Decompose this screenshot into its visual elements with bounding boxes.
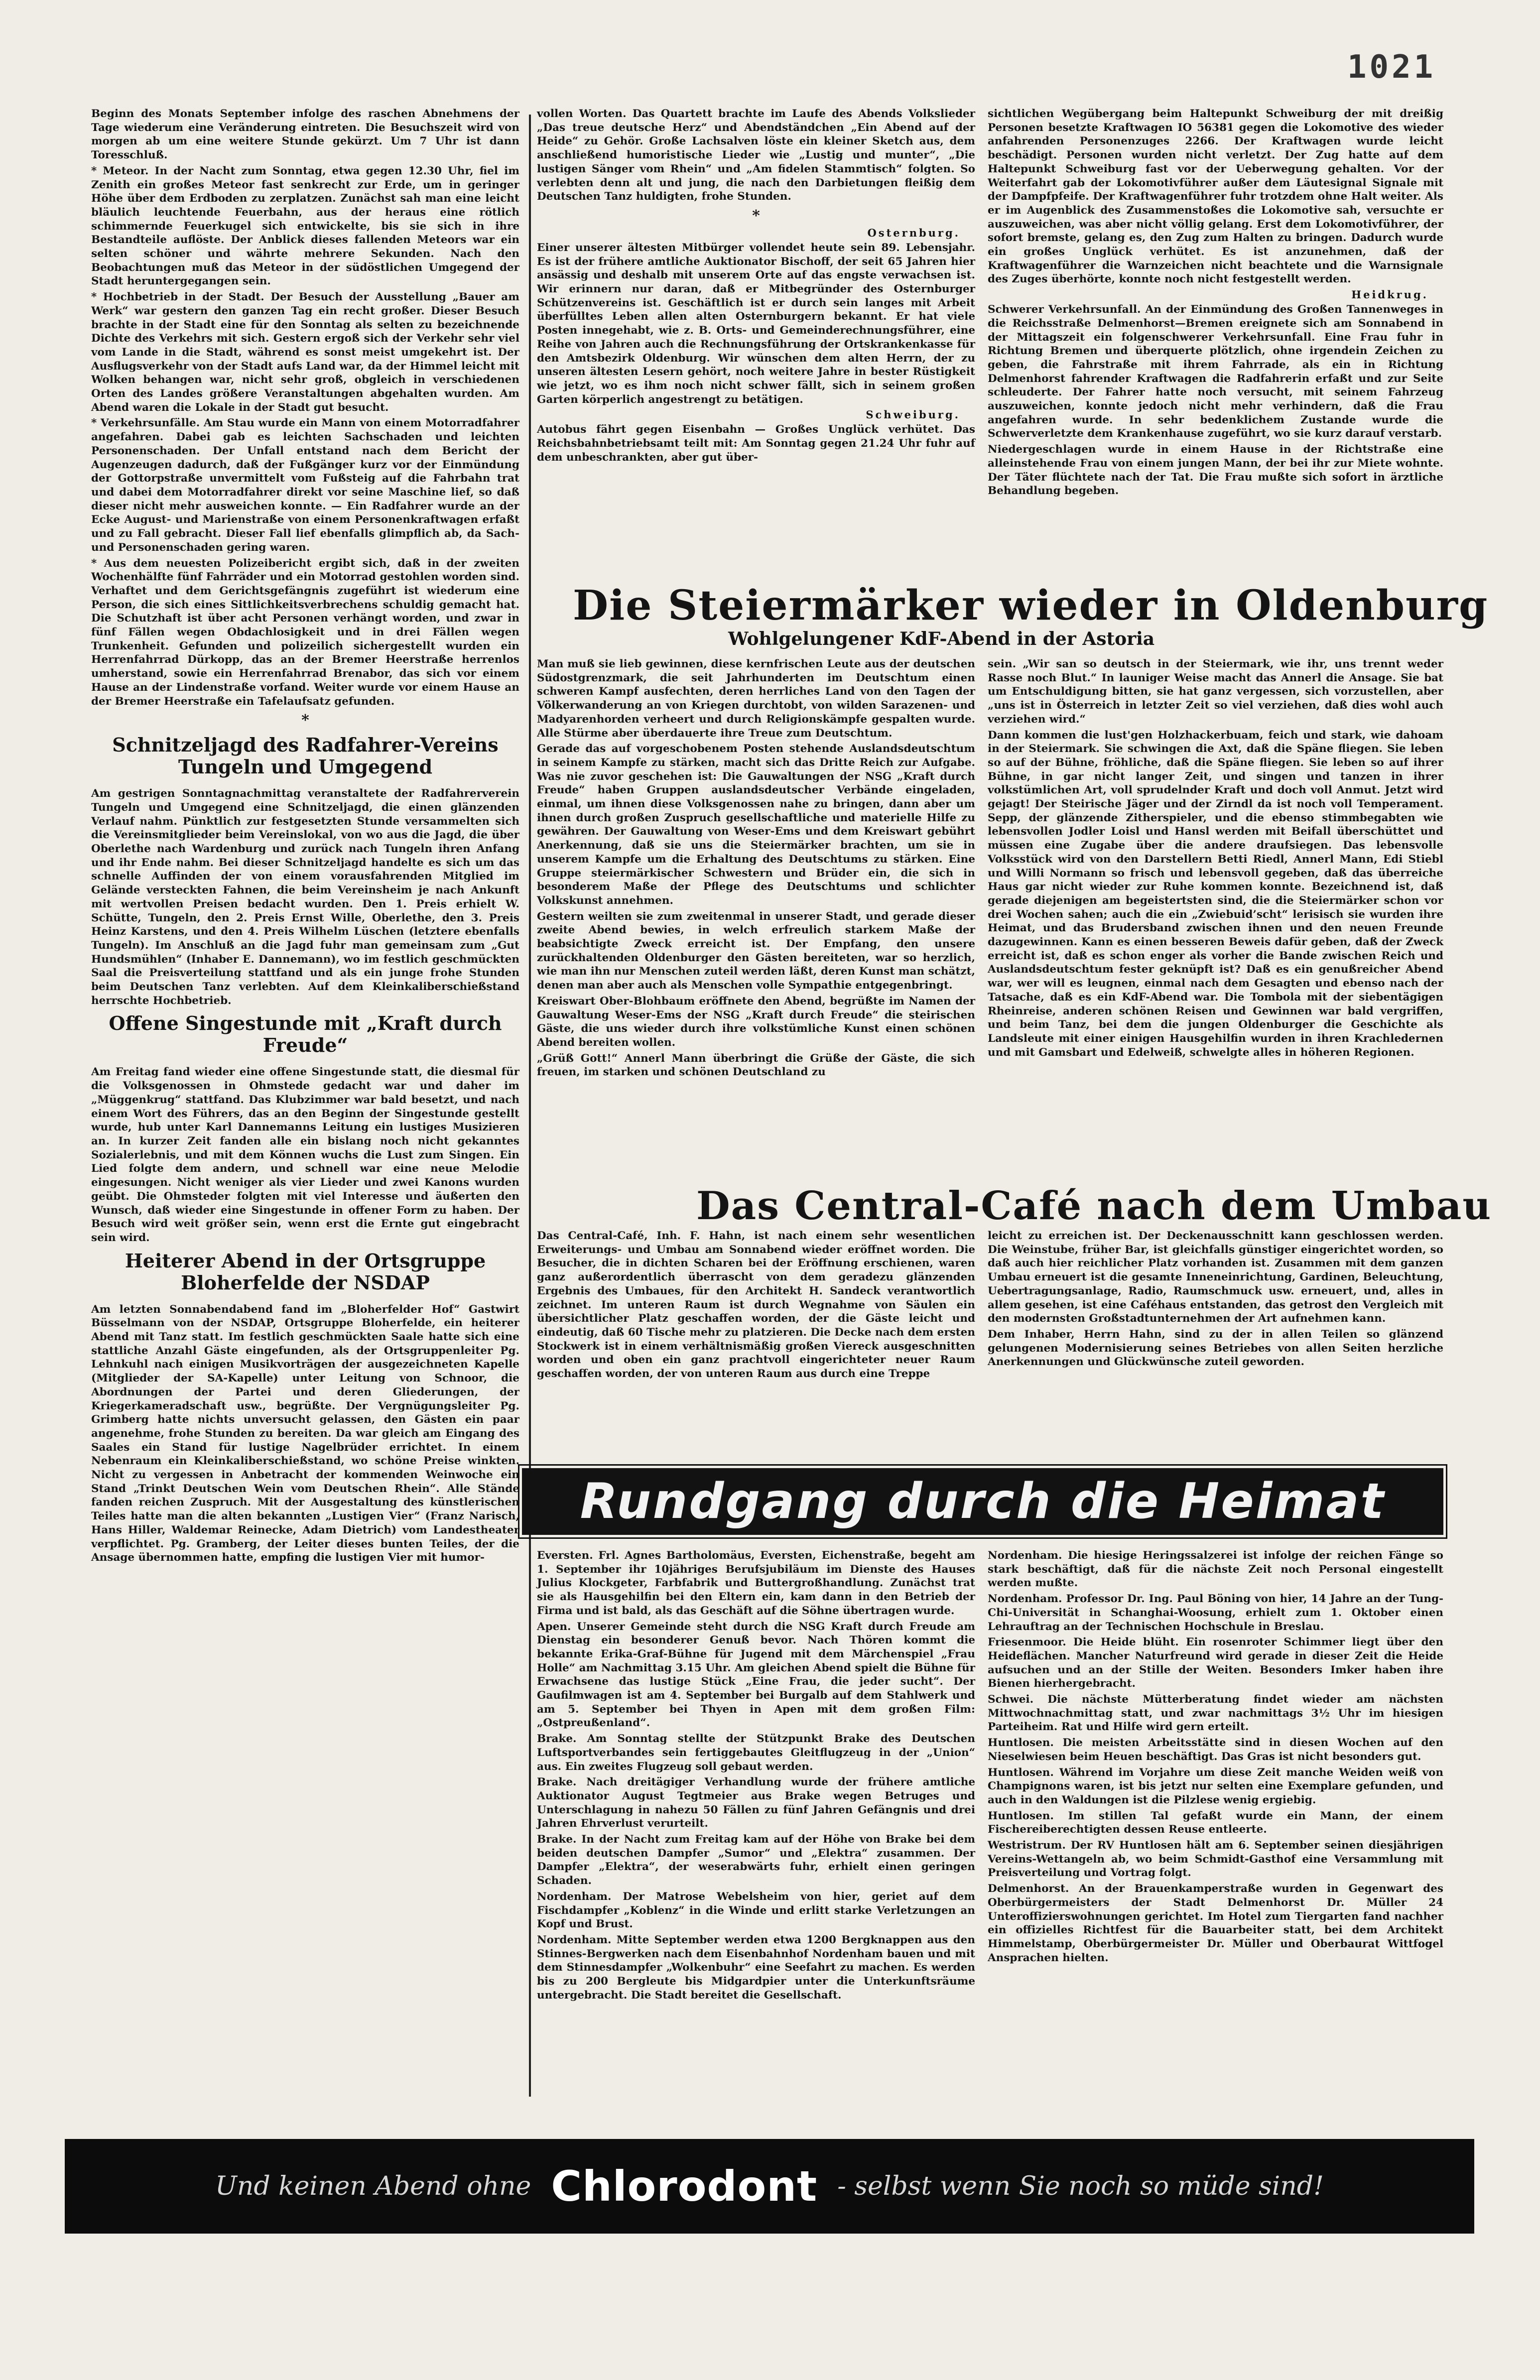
paragraph: Am Freitag fand wieder eine offene Singestunde statt, die diesmal für die Volksgenossen in Ohmstede gedacht war und daher im „Müggenkrug“ stattfand. Das Klubzimmer war bald besetzt, und nach einem Wort des Führers, das an den Beginn der Singestunde gestellt wurde, hub unter Karl Dannemanns Leitung ein lustiges Musizieren an. In kurzer Zeit fanden alle ein bislang noch nicht gekanntes Sozialerlebnis, und mit dem Können wuchs die Lust zum Singen. Ein Lied folgte dem andern, und schnell war eine neue Melodie eingesungen. Nicht weniger als vier Lieder und zwei Kanons wurden geübt. Die Ohmsteder folgten mit viel Interesse und äußerten den Wunsch, daß wieder eine Singestunde in offener Form zu haben. Der Besuch wird weit größer sein, wenn erst die Ernte gut eingebracht sein wird. <box>91 1066 519 1244</box>
advertisement-banner <box>65 2139 1474 2234</box>
paragraph: Kreiswart Ober-Blohbaum eröffnete den Abend, begrüßte im Namen der Gauwaltung Weser-Ems der NSG „Kraft durch Freude“ die steirischen Gäste, die uns wieder durch ihre volkstümliche Kunst einen schönen Abend bereiten wollen. <box>537 995 975 1049</box>
list-item: Nordenham. Mitte September werden etwa 1200 Bergknappen aus den Stinnes-Bergwerken nach dem Eisenbahnhof Nordenham bauen und mit dem Stinnesdampfer „Wolkenbuhr“ eine Seefahrt zu machen. Es werden bis zu 200 Bergleute bis Midgardpier unter die Unterkunftsräume untergebracht. Die Stadt bereitet die Gesellschaft. <box>537 1933 975 2002</box>
list-item: Nordenham. Professor Dr. Ing. Paul Böning von hier, 14 Jahre an der Tung-Chi-Universität in Schanghai-Woosung, erhielt zum 1. Oktober einen Lehrauftrag an der Technischen Hochschule in Breslau. <box>988 1593 1443 1633</box>
column-left <box>91 107 519 1567</box>
paragraph: Man muß sie lieb gewinnen, diese kernfrischen Leute aus der deutschen Südostgrenzmark, die seit Jahrhunderten im Deutschtum einen schweren Kampf ausfechten, deren herrliches Land von den Tagen der Völkerwanderung an von Kriegen durchtobt, von wilden Sarazenen- und Madyarenhorden verheert und durch Religionskämpfe gespalten wurde. Alle Stürme aber überdauerte ihre Treue zum Deutschtum. <box>537 658 975 740</box>
paragraph: Gestern weilten sie zum zweitenmal in unserer Stadt, und gerade dieser zweite Abend bewies, in welch erfreulich starkem Maße der beabsichtigte Zweck erreicht ist. Der Empfang, den unsere zurückhaltenden Oldenburger den Gästen bereiteten, war so herzlich, wie man ihn nur Menschen zuteil werden läßt, deren Kunst man schätzt, denen man aber auch als Menschen volle Sympathie entgegenbringt. <box>537 910 975 992</box>
paragraph: „Grüß Gott!“ Annerl Mann überbringt die Grüße der Gäste, die sich freuen, im starken und schönen Deutschland zu <box>537 1052 975 1079</box>
ad-brand: Chlorodont <box>551 2162 818 2211</box>
paragraph: Einer unserer ältesten Mitbürger vollendet heute sein 89. Lebensjahr. Es ist der frühere amtliche Auktionator Bischoff, der seit 65 Jahren hier ansässig und deshalb mit unserem Orte auf das engste verwachsen ist. Wir erinnern nur daran, daß er Mitbegründer des Osternburger Schützenvereins ist. Geschäftlich ist er durch sein langes mit Arbeit überfülltes Leben allen alten Osternburgern bekannt. Er hat viele Posten innegehabt, wie z. B. Orts- und Gemeinderechnungsführer, eine Reihe von Jahren auch die Rechnungsführung der Ortskrankenkasse für den Amtsbezirk Oldenburg. Wir wünschen dem alten Herrn, der zu unseren ältesten Lesern gehört, noch weitere Jahre in bester Rüstigkeit wie jetzt, wo es ihm noch nicht schwer fällt, sich in seinem großen Garten körperlich angestrengt zu betätigen. <box>537 241 975 406</box>
list-item: Eversten. Frl. Agnes Bartholomäus, Eversten, Eichenstraße, begeht am 1. September ihr 10jähriges Berufsjubiläum im Dienste des Hauses Julius Klockgeter, Farbfabrik und Buttergroßhandlung. Zunächst trat sie als Hausgehilfin bei den Eltern ein, kam dann in den Betrieb der Firma und ist bald, als das Geschäft auf die Söhne übertragen wurde. <box>537 1549 975 1617</box>
separator-star: * <box>301 712 309 730</box>
story-column <box>537 657 975 1081</box>
list-item: Nordenham. Der Matrose Webelsheim von hier, geriet auf dem Fischdampfer „Koblenz“ in die Winde und erlitt starke Verletzungen an Kopf und Brust. <box>537 1890 975 1931</box>
list-item: Brake. Nach dreitägiger Verhandlung wurde der frühere amtliche Auktionator August Tegtmeier aus Brake wegen Betruges und Unterschlagung in nahezu 50 Fällen zu fünf Jahren Gefängnis und drei Jahren Ehrverlust verurteilt. <box>537 1776 975 1830</box>
paragraph: sichtlichen Wegübergang beim Haltepunkt Schweiburg der mit dreißig Personen besetzte Kraftwagen IO 56381 gegen die Lokomotive des wieder anfahrenden Personenzuges 2266. Der Kraftwagen wurde leicht beschädigt. Personen wurden nicht verletzt. Der Zug hatte auf dem Haltepunkt Schweiburg fast vor der Ueberwegung gehalten. Vor der Weiterfahrt gab der Lokomotivführer außer dem Läutesignal Signale mit der Dampfpfeife. Der Kraftwagenführer fuhr trotzdem ohne Halt weiter. Als er im Augenblick des Zusammenstoßes die Lokomotive sah, versuchte er auszuweichen, was aber nicht völlig gelang. Erst dem Lokomotivführer, der sofort bremste, gelang es, den Zug zum Halten zu bringen. Dadurch wurde ein großes Unglück verhütet. Es ist anzunehmen, daß der Kraftwagenführer die Warnzeichen nicht beachtete und die Warnsignale des Zuges überhörte, konnte noch nicht festgestellt werden. <box>988 108 1443 286</box>
list-item: Brake. Am Sonntag stellte der Stützpunkt Brake des Deutschen Luftsportverbandes sein fertiggebautes Gleitflugzeug in der „Union“ aus. Ein zweites Flugzeug soll gebaut werden. <box>537 1733 975 1773</box>
story-column <box>537 1229 975 1383</box>
paragraph: Autobus fährt gegen Eisenbahn — Großes Unglück verhütet. Das Reichsbahnbetriebsamt teilt mit: Am Sonntag gegen 21.24 Uhr fuhr auf dem unbeschrankten, aber gut über- <box>537 423 975 464</box>
dateline: Schweiburg. <box>866 408 960 421</box>
column-right <box>988 107 1443 500</box>
dateline: Heidkrug. <box>1351 288 1428 301</box>
paragraph: * Hochbetrieb in der Stadt. Der Besuch der Ausstellung „Bauer am Werk“ war gestern den ganzen Tag ein recht großer. Dieser Besuch brachte in der Stadt eine für den Sonntag als selten zu bezeichnende Dichte des Verkehrs mit sich. Gestern ergoß sich der Verkehr sehr viel vom Lande in die Stadt, während es sonst meist umgekehrt ist. Der Ausflugsverkehr von der Stadt aufs Land war, da der Himmel leicht mit Wolken behangen war, nicht sehr groß, obgleich in verschiedenen Orten des Landes größere Veranstaltungen abgehalten wurden. Am Abend waren die Lokale in der Stadt gut besucht. <box>91 291 519 414</box>
list-item: Delmenhorst. An der Brauenkamperstraße wurden in Gegenwart des Oberbürgermeisters der Stadt Delmenhorst Dr. Müller 24 Unteroffizierswohnungen gerichtet. Im Hotel zum Tiergarten fand nachher ein offizielles Richtfest für die Bauarbeiter statt, bei dem Architekt Himmelstamp, Oberbürgermeister Dr. Müller und Oberbaurat Wittfogel Ansprachen hielten. <box>988 1882 1443 1964</box>
story-column <box>988 1229 1443 1371</box>
list-item: Schwei. Die nächste Mütterberatung findet wieder am nächsten Mittwochnachmittag statt, und zwar nachmittags 3½ Uhr im hiesigen Parteiheim. Rat und Hilfe wird gern erteilt. <box>988 1693 1443 1734</box>
paragraph: Das Central-Café, Inh. F. Hahn, ist nach einem sehr wesentlichen Erweiterungs- und Umbau am Sonnabend wieder eröffnet worden. Die Besucher, die in dichten Scharen bei der Eröffnung erschienen, waren ganz außerordentlich überrascht von dem geradezu glänzenden Ergebnis des Umbaues, für den Architekt H. Sandeck verantwortlich zeichnet. Im unteren Raum ist durch Wegnahme von Säulen ein übersichtlicher Platz geschaffen worden, der die Gäste leicht und eindeutig, daß 60 Tische mehr zu platzieren. Die Decke nach dem ersten Stockwerk ist in einem verhältnismäßig großen Viereck ausgeschnitten worden und oben ein ganz prachtvoll eingerichteter neuer Raum geschaffen worden, der von unteren Raum aus durch eine Treppe <box>537 1230 975 1380</box>
paragraph: sein. „Wir san so deutsch in der Steiermark, wie ihr, uns trennt weder Rasse noch Blut.“ In launiger Weise macht das Annerl die Ansage. Sie bat um Entschuldigung bitten, sie hat ganz vergessen, sich vorzustellen, aber „uns ist in Österreich in letzter Zeit so viel verziehen, daß dies wohl auch verziehen wird.“ <box>988 658 1443 726</box>
dateline: Osternburg. <box>867 226 960 239</box>
list-item: Nordenham. Die hiesige Heringssalzerei ist infolge der reichen Fänge so stark beschäftigt, daß für die nächste Zeit noch Personal eingestellt werden mußte. <box>988 1549 1443 1590</box>
ad-right-text: - selbst wenn Sie noch so müde sind! <box>837 2171 1324 2201</box>
paragraph: Am letzten Sonnabendabend fand im „Bloherfelder Hof“ Gastwirt Büsselmann von der NSDAP, Ortsgruppe Bloherfelde, ein heiterer Abend mit Tanz statt. Im festlich geschmückten Saale hatte sich eine stattliche Anzahl Gäste eingefunden, als der Ortsgruppenleiter Pg. Lehnkuhl nach einigen Musikvorträgen der ausgezeichneten Kapelle (Mitglieder der SA-Kapelle) unter Leitung von Schnoor, die Abordnungen der Partei und deren Gliederungen, der Kriegerkameradschaft usw., begrüßte. Der Vergnügungsleiter Pg. Grimberg hatte nichts unversucht gelassen, den Gästen ein paar angenehme, frohe Stunden zu bereiten. Da war gleich am Eingang des Saales ein Stand für lustige Nagelbrüder errichtet. In einem Nebenraum ein Kleinkaliberschießstand, wo schöne Preise winkten. Nicht zu vergessen in Anbetracht der kommenden Weinwoche ein Stand „Trinkt Deutschen Wein vom Deutschen Rhein“. Alle Stände fanden reichen Zuspruch. Mit der Ausgestaltung des künstlerischen Teiles hatte man die alten bekannten „Lustigen Vier“ (Franz Narisch, Hans Hiller, Waldemar Reinecke, Adam Dietrich) vom Landestheater verpflichtet. Pg. Gramberg, der Leiter dieses bunten Teiles, der die Ansage übernommen hatte, empfing die lustigen Vier mit humor- <box>91 1303 519 1564</box>
list-item: Westristrum. Der RV Huntlosen hält am 6. September seinen diesjährigen Vereins-Wettangeln ab, wo beim Schmidt-Gasthof eine Versammlung mit Preisverteilung und Vortrag folgt. <box>988 1839 1443 1879</box>
section-banner: Rundgang durch die Heimat <box>522 1468 1443 1535</box>
paragraph: Dem Inhaber, Herrn Hahn, sind zu der in allen Teilen so glänzend gelungenen Modernisierung seines Betriebes von allen Seiten herzliche Anerkennungen und Glückwünsche zuteil geworden. <box>988 1328 1443 1369</box>
story-title: Das Central-Café nach dem Umbau <box>696 1183 1492 1229</box>
ad-left-text: Und keinen Abend ohne <box>215 2171 531 2201</box>
list-item: Huntlosen. Während im Vorjahre um diese Zeit manche Weiden weiß von Champignons waren, ist bis jetzt nur selten eine Exemplare gefunden, und auch in den Waldungen ist die Pilzlese wenig ergiebig. <box>988 1766 1443 1806</box>
separator-star: * <box>752 207 760 225</box>
list-item: Apen. Unserer Gemeinde steht durch die NSG Kraft durch Freude am Dienstag ein besonderer Genuß bevor. Nach Thören kommt die bekannte Erika-Graf-Bühne für Jugend mit dem Märchenspiel „Frau Holle“ am Nachmittag 3.15 Uhr. Am gleichen Abend spielt die Bühne für Erwachsene das lustige Stück „Eine Frau, die jeder sucht“. Der Gaufilmwagen ist am 4. September bei Burgalb auf dem Stahlwerk und am 5. September bei Thyen in Apen mit dem großen Film: „Ostpreußenland“. <box>537 1620 975 1730</box>
news-briefs-left <box>537 1549 975 2004</box>
page-number: 1021 <box>1347 49 1436 86</box>
paragraph: Dann kommen die lust'gen Holzhackerbuam, feich und stark, wie dahoam in der Steiermark. Sie schwingen die Axt, daß die Späne fliegen. Sie leben so auf der Bühne, fröhliche, daß die Späne fliegen. Sie leben so auf ihrer Bühne, in gar nicht langer Zeit, und singen und tanzen in ihrer volkstümlichen Art, voll sprudelnder Kraft und doch voll Anmut. Jetzt wird gejagt! Der Steirische Jäger und der Zirndl da ist noch voll Temperament. Sepp, der glänzende Zitherspieler, und die ebenso stimmbegabten wie lebensvollen Jodler Loisl und Hansl werden mit Beifall überschüttet und müssen eine Zugabe über die andere draufsiegen. Das lebensvolle Volksstück wird von den Darstellern Betti Riedl, Annerl Mann, Edi Stiebl und Willi Normann so frisch und lebensvoll gegeben, daß das überreiche Haus gar nicht wieder zur Ruhe kommen konnte. Bezeichnend ist, daß gerade diejenigen am begeistertsten sind, die die Steiermärker schon vor drei Wochen sahen; auch die ein „Zwiebuid’scht“ lerisisch sie wurden ihre Heimat, und das Brudersband zwischen ihnen und den neuen Freunde dazugewinnen. Kann es einen besseren Beweis dafür geben, daß der Zweck erreicht ist, daß es schon enger als vorher die Bande zwischen Reich und Auslandsdeutschtum fester geknüpft ist? Daß es ein genußreicher Abend war, wer will es leugnen, einmal nach dem Gesagten und ebenso nach der Tatsache, daß es ein KdF-Abend war. Die Tombola mit der siebentägigen Rheinreise, anderen schönen Reisen und Gewinnen war bald vergriffen, und beim Tanz, bei dem die jungen Oldenburger die Geschichte als Landsleute mit einer einigen Hausgehilfin wurden in ihren Krachledernen und mit Gamsbart und Edelweiß, schwelgte alles in höheren Regionen. <box>988 729 1443 1059</box>
list-item: Huntlosen. Die meisten Arbeitsstätte sind in diesen Wochen auf den Nieselwiesen beim Heuen beschäftigt. Das Gras ist nicht besonders gut. <box>988 1737 1443 1763</box>
paragraph: Schwerer Verkehrsunfall. An der Einmündung des Großen Tannenweges in die Reichsstraße Delmenhorst—Bremen ereignete sich am Sonnabend in der Mittagszeit ein folgenschwerer Verkehrsunfall. Eine Frau fuhr in Richtung Bremen und überquerte plötzlich, ohne irgendein Zeichen zu geben, die Fahrstraße mit ihrem Fahrrade, als ein in Richtung Delmenhorst fahrender Kraftwagen die Radfahrerin erfaßt und zur Seite schleuderte. Der Fahrer hatte noch versucht, mit seinem Fahrzeug auszuweichen, konnte jedoch nicht mehr verhindern, daß die Frau angefahren wurde. In sehr bedenklichem Zustande wurde die Schwerverletzte dem Krankenhause zugeführt, wo sie kurz darauf verstarb. <box>988 303 1443 440</box>
paragraph: Beginn des Monats September infolge des raschen Abnehmens der Tage wiederum eine Veränderung eintreten. Die Besuchszeit wird von morgen ab um eine weitere Stunde gekürzt. Um 7 Uhr ist dann Toresschluß. <box>91 108 519 162</box>
paragraph: Am gestrigen Sonntagnachmittag veranstaltete der Radfahrerverein Tungeln und Umgegend eine Schnitzeljagd, die einen glänzenden Verlauf nahm. Pünktlich zur festgesetzten Stunde versammelten sich die Vereinsmitglieder beim Vereinslokal, von wo aus die Jagd, die über Oberlethe nach Wardenburg und zurück nach Tungeln ihren Anfang und ihr Ende nahm. Bei dieser Schnitzeljagd handelte es sich um das schnelle Auffinden der von einem vorausfahrenden Mitglied im Gelände versteckten Fahnen, die beim Vereinsheim je nach Ankunft mit wertvollen Preisen bedacht wurden. Den 1. Preis erhielt W. Schütte, Tungeln, den 2. Preis Ernst Wille, Oberlethe, den 3. Preis Heinz Karstens, und den 4. Preis Wilhelm Lüschen (letztere ebenfalls Tungeln). Im Anschluß an die Jagd fuhr man gemeinsam zum „Gut Hundsmühlen“ (Inhaber E. Dannemann), wo im festlich geschmückten Saal die Preisverteilung stattfand und als ein junge frohe Stunden beim Deutschen Tanz verlebten. Auf dem Kleinkaliberschießstand herrschte Hochbetrieb. <box>91 787 519 1007</box>
paragraph: leicht zu erreichen ist. Der Deckenausschnitt kann geschlossen werden. Die Weinstube, früher Bar, ist gleichfalls günstiger eingerichtet worden, so daß auch hier reichlicher Platz vorhanden ist. Zusammen mit dem ganzen Umbau erneuert ist die gesamte Inneneinrichtung, Gardinen, Beleuchtung, Uebertragungsanlage, Radio, Raumschmuck usw. erneuert, und, alles in allem gesehen, ist eine Caféhaus entstanden, das getrost den Vergleich mit den modernsten Großstadtunternehmen der Art aufnehmen kann. <box>988 1230 1443 1325</box>
headline: Schnitzeljagd des Radfahrer-Vereins Tungeln und Umgegend <box>112 734 499 778</box>
story-title: Die Steiermärker wieder in Oldenburg <box>573 582 1489 629</box>
list-item: Brake. In der Nacht zum Freitag kam auf der Höhe von Brake bei dem beiden deutschen Dampfer „Sumor“ und „Elektra“ zusammen. Der Dampfer „Elektra“, der weserabwärts fuhr, erhielt einen geringen Schaden. <box>537 1833 975 1887</box>
headline: Offene Singestunde mit „Kraft durch Freude“ <box>109 1012 502 1057</box>
column-rule <box>529 115 531 2097</box>
paragraph: * Meteor. In der Nacht zum Sonntag, etwa gegen 12.30 Uhr, fiel im Zenith ein großes Meteor fast senkrecht zur Erde, um in geringer Höhe über dem Erdboden zu zerplatzen. Zunächst sah man eine leicht bläulich leuchtende Feuerbahn, aus der heraus eine rötlich schimmernde Feuerkugel sich entwickelte, bis sie sich in ihre Bestandteile auflöste. Der Anblick dieses fallenden Meteors war ein selten schöner und währte mehrere Sekunden. Nach den Beobachtungen muß das Meteor in der südöstlichen Umgegend der Stadt heruntergegangen sein. <box>91 164 519 288</box>
news-briefs-right <box>988 1549 1443 1967</box>
paragraph: vollen Worten. Das Quartett brachte im Laufe des Abends Volkslieder „Das treue deutsche Herz“ und Abendständchen „Ein Abend auf der Heide“ zu Gehör. Große Lachsalven löste ein kleiner Sketch aus, dem anschließend humoristische Lieder wie „Lustig und munter“, „Die lustigen Sänger vom Rhein“ und „Am fidelen Stammtisch“ folgten. So verlebten denn alt und jung, die nach den Darbietungen fleißig dem Deutschen Tanz huldigten, frohe Stunden. <box>537 108 975 203</box>
column-middle <box>537 107 975 466</box>
headline: Heiterer Abend in der Ortsgruppe Bloherfelde der NSDAP <box>125 1249 486 1294</box>
paragraph: Gerade das auf vorgeschobenem Posten stehende Auslandsdeutschtum in seinem Kampfe zu stärken, macht sich das Dritte Reich zur Aufgabe. Was nie zuvor geschehen ist: Die Gauwaltungen der NSG „Kraft durch Freude“ haben Gruppen auslandsdeutscher Verbände eingeladen, einmal, um ihnen diese Volksgenossen nahe zu bringen, dann aber um ihnen durch großen Zuspruch gesellschaftliche und materielle Hilfe zu gewähren. Der Gauwaltung von Weser-Ems und dem Kreiswart gebührt Anerkennung, daß sie uns die Steiermärker brachten, um sie in unserem Kampfe um die Erhaltung des Deutschtums zu stärken. Eine Gruppe steiermärkischer Schwestern und Brüder ein, die sich in besonderem Maße der Pflege des Deutschtums und schlichter Volkskunst annehmen. <box>537 743 975 907</box>
story-subtitle: Wohlgelungener KdF-Abend in der Astoria <box>728 628 1155 649</box>
story-column <box>988 657 1443 1061</box>
list-item: Huntlosen. Im stillen Tal gefaßt wurde ein Mann, der einem Fischereiberechtigten dessen Reuse entleerte. <box>988 1809 1443 1836</box>
paragraph: * Aus dem neuesten Polizeibericht ergibt sich, daß in der zweiten Wochenhälfte fünf Fahrräder und ein Motorrad gestohlen worden sind. Verhaftet und dem Gerichtsgefängnis zugeführt ist wiederum eine Person, die sich eines Sittlichkeitsverbrechens schuldig gemacht hat. Die Schutzhaft ist über acht Personen verhängt worden, und zwar in fünf Fällen wegen Obdachlosigkeit und in drei Fällen wegen Trunkenheit. Gefunden und polizeilich sichergestellt wurden ein Herrenfahrrad Dürkopp, das an der Bremer Heerstraße herrenlos umherstand, sowie ein Herrenfahrrad Brenabor, das sich vor einem Hause an der Lindenstraße vorfand. Weiter wurde vor einem Hause an der Bremer Heerstraße ein Tafelaufsatz gefunden. <box>91 557 519 708</box>
list-item: Friesenmoor. Die Heide blüht. Ein rosenroter Schimmer liegt über den Heideflächen. Mancher Naturfreund wird gerade in dieser Zeit die Heide aufsuchen und an der Stille der Weiten. Besonders Imker haben ihre Bienen hierhergebracht. <box>988 1636 1443 1690</box>
paragraph: Niedergeschlagen wurde in einem Hause in der Richtstraße eine alleinstehende Frau von einem jungen Mann, der bei ihr zur Miete wohnte. Der Täter flüchtete nach der Tat. Die Frau mußte sich sofort in ärztliche Behandlung begeben. <box>988 443 1443 498</box>
paragraph: * Verkehrsunfälle. Am Stau wurde ein Mann von einem Motorradfahrer angefahren. Dabei gab es leichten Sachschaden und leichten Personenschaden. Der Unfall entstand nach dem Bericht der Augenzeugen dadurch, daß der Fußgänger kurz vor der Einmündung der Gottorpstraße unvermittelt vom Fußsteig auf die Fahrbahn trat und dabei dem Motorradfahrer direkt vor seine Maschine lief, so daß dieser nicht mehr ausweichen konnte. — Ein Radfahrer wurde an der Ecke August- und Marienstraße von einem Personenkraftwagen erfaßt und zu Fall gebracht. Dieser Fall lief ebenfalls glimpflich ab, da Sach- und Personenschaden gering waren. <box>91 417 519 554</box>
